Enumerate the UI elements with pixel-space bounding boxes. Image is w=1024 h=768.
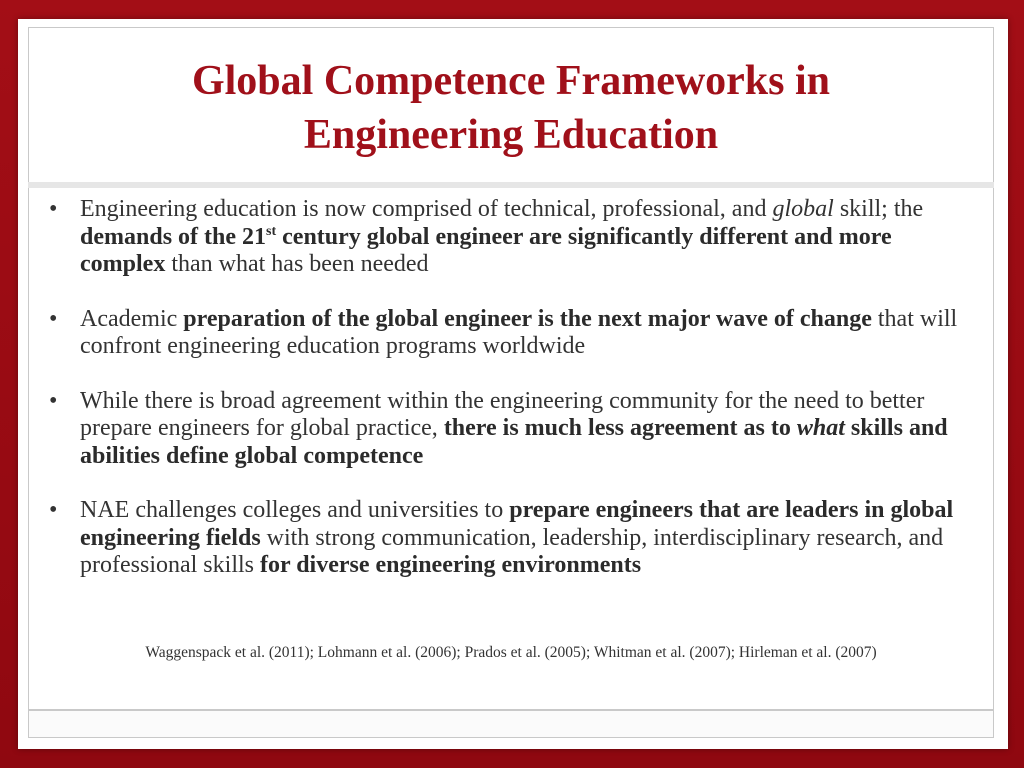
bullet-2-text-2: that will confront engineering education programs worldwide — [80, 305, 958, 359]
bullet-4-bold: prepare engineers that are leaders in global engineering fields — [80, 497, 954, 551]
title-placeholder — [28, 27, 994, 183]
bullet-3-text: While there is broad agreement within the engineering community for the need to better prepare engineers for global practice, — [80, 387, 925, 441]
slide-title-line1: Global Competence Frameworks in — [191, 58, 831, 104]
bullet-item-2 — [29, 306, 993, 361]
bullet-1-bold-2: century global engineer are significantly different and more complex — [80, 223, 892, 277]
content-placeholder — [28, 188, 994, 710]
bullet-marker: • — [49, 305, 58, 332]
slide-title-line2: Engineering Education — [303, 112, 719, 158]
bullet-3-bold: there is much less agreement as to — [443, 415, 797, 441]
bullet-3-bold-italic: what — [796, 415, 845, 441]
bullet-1-text-3: than what has been needed — [165, 251, 429, 277]
bullet-1-bold: demands of the 21 — [80, 223, 267, 250]
bullet-1-superscript: st — [266, 223, 277, 239]
bullet-marker: • — [49, 387, 58, 414]
bullet-2-text: Academic — [80, 305, 184, 332]
bullet-2-bold: preparation of the global engineer is the next major wave of change — [183, 305, 872, 332]
bullet-3-bold-2: skills and abilities define global competence — [80, 415, 948, 469]
bullet-1-italic: global — [772, 196, 834, 222]
bullet-1-text-2: skill; the — [833, 196, 924, 222]
bullet-marker: • — [49, 196, 58, 222]
bullet-4-bold-2: for diverse engineering environments — [260, 552, 642, 578]
bullet-list — [29, 196, 993, 607]
citation-text: Waggenspack et al. (2011); Lohmann et al. (2006); Prados et al. (2005); Whitman et al. (2007); Hirleman et al. (2007) — [145, 644, 877, 661]
slide-title — [29, 54, 993, 162]
bullet-item-1 — [29, 196, 993, 279]
bullet-item-4 — [29, 497, 993, 580]
footer-placeholder — [28, 710, 994, 738]
bullet-marker: • — [49, 497, 58, 523]
bullet-1-text: Engineering education is now comprised of technical, professional, and — [80, 196, 773, 222]
bullet-item-3 — [29, 388, 993, 471]
bullet-4-text-2: with strong communication, leadership, interdisciplinary research, and professional skills — [80, 524, 944, 578]
bullet-4-text: NAE challenges colleges and universities to — [80, 497, 510, 523]
slide-canvas — [18, 19, 1008, 749]
